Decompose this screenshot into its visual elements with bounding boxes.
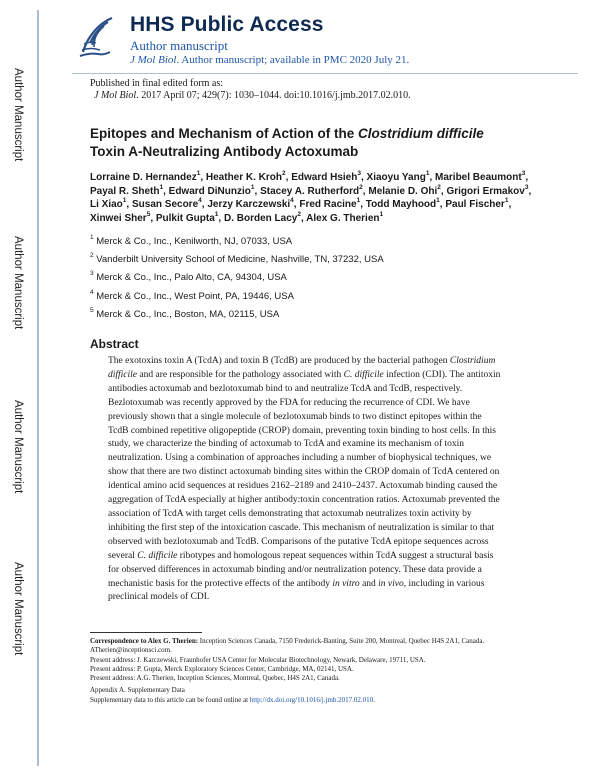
correspondence-note: Correspondence to Alex G. Therien: Inception Sciences Canada, 7150 Frederick-Banting, Suite 200, Montreal, Quebec H4S 2A1, Canada. ATherien@inceptionsci.com. [90, 637, 485, 655]
hhs-eagle-logo-icon [72, 12, 122, 62]
affiliation: $^4$ Merck & Co., Inc., West Point, PA, 19446, USA [90, 288, 294, 302]
author-name: Alex G. Therien$^1$ [306, 210, 384, 224]
affiliation: $^3$ Merck & Co., Inc., Palo Alto, CA, 94304, USA [90, 270, 287, 284]
author-name: Fred Racine$^1$ [299, 197, 361, 211]
journal-availability: J Mol Biol. Author manuscript; available in PMC 2020 July 21. [130, 54, 410, 66]
author-name: Stacey A. Rutherford$^2$ [260, 183, 363, 197]
author-name: Payal R. Sheth$^1$ [90, 183, 164, 197]
affiliation: $^5$ Merck & Co., Inc., Boston, MA, 02115, USA [90, 306, 280, 320]
hhs-public-access-title: HHS Public Access [130, 13, 324, 36]
author-name: Li Xiao$^1$ [90, 197, 127, 211]
author-name: Xiaoyu Yang$^1$ [366, 170, 430, 183]
publication-info: Published in final edited form as: J Mol Biol. 2017 April 07; 429(7): 1030–1044. doi:10.1016/j.jmb.2017.02.010. [90, 78, 411, 101]
author-name: Susan Secore$^4$ [131, 197, 202, 211]
footnotes [90, 637, 550, 705]
hhs-header [72, 10, 592, 74]
author-name: Melanie D. Ohi$^2$ [368, 183, 441, 197]
affiliation-list [90, 235, 384, 326]
author-name: Edward DiNunzio$^1$ [168, 183, 255, 197]
present-address-note: Present address: P. Gupta, Merck Exploratory Sciences Center, Cambridge, MA, 02141, USA. [90, 664, 354, 673]
abstract-heading: Abstract [90, 337, 139, 351]
author-name: Pulkit Gupta$^1$ [155, 210, 219, 224]
article-title: Epitopes and Mechanism of Action of the Clostridium difficile Toxin A-Neutralizing Antibody Actoxumab [90, 126, 484, 159]
affiliation: $^2$ Vanderbilt University School of Medicine, Nashville, TN, 37232, USA [90, 252, 384, 266]
appendix-label: Appendix A. Supplementary Data [90, 686, 185, 695]
sidebar-divider [37, 10, 39, 766]
abstract-text: The exotoxins toxin A (TcdA) and toxin B (TcdB) are produced by the bacterial pathogen Clostridium difficile and are responsible for the pathology associated with C. difficile infection (CDI). The antitoxin antibodies actoxumab and bezlotoxumab bind to and neutralize TcdA and TcdB, respectively. Bezlotoxumab was recently approved by the FDA for reducing the recurrence of CDI. We have previously shown that a single molecule of bezlotoxumab binds to two distinct epitopes within the TcdB combined repetitive oligopeptide (CROP) domain, preventing toxin binding to host cells. In this study, we characterize the binding of actoxumab to TcdA and examine its mechanism of toxin neutralization. Using a combination of approaches including a number of biophysical techniques, we show that there are two distinct actoxumab binding sites within the CROP domain of TcdA centered on identical amino acid sequences at residues 2162–2189 and 2410–2437. Actoxumab binding caused the aggregation of TcdA especially at higher antibody:toxin concentration ratios. Actoxumab prevented the association of TcdA with target cells demonstrating that actoxumab neutralizes toxin activity by inhibiting the first step of the intoxication cascade. This mechanism of neutralization is similar to that observed with bezlotoxumab and TcdB. Comparisons of the putative TcdA epitope sequences across several C. difficile ribotypes and homologous repeat sequences within TcdA suggest a structural basis for observed differences in actoxumab binding and/or neutralization potency. These data provide a mechanistic basis for the protective effects of the antibody in vitro and in vivo, including in various preclinical models of CDI. [108, 356, 501, 603]
author-name: Jerzy Karczewski$^4$ [207, 197, 294, 211]
sidebar-label: Author Manuscript [12, 236, 24, 330]
author-name: D. Borden Lacy$^2$ [223, 210, 301, 224]
affiliation: $^1$ Merck & Co., Inc., Kenilworth, NJ, 07033, USA [90, 234, 293, 247]
author-name: Edward Hsieh$^3$ [291, 170, 361, 183]
sidebar-label: Author Manuscript [12, 68, 24, 162]
author-name: Maribel Beaumont$^3$ [435, 170, 526, 183]
author-name: Todd Mayhood$^1$ [365, 197, 440, 211]
author-manuscript-subtitle: Author manuscript [130, 38, 228, 53]
author-list: Lorraine D. Hernandez$^1$, Heather K. Kroh$^2$, Edward Hsieh$^3$, Xiaoyu Yang$^1$, Maribel Beaumont$^3$, Payal R. Sheth$^1$, Edward DiNunzio$^1$, Stacey A. Rutherford$^2$, Melanie D. Ohi$^2$, Grigori Ermakov$^3$, Li Xiao$^1$, Susan Secore$^4$, Jerzy Karczewski$^4$, Fred Racine$^1$, Todd Mayhood$^1$, Paul Fischer$^1$, Xinwei Sher$^5$, Pulkit Gupta$^1$, D. Borden Lacy$^2$, Alex G. Therien$^1$ [90, 170, 532, 224]
author-name: Lorraine D. Hernandez$^1$ [90, 170, 201, 183]
author-name: Paul Fischer$^1$ [445, 197, 509, 211]
present-address-note: Present address: J. Karczewski, Fraunhofer USA Center for Molecular Biotechnology, Newark, Delaware, 19711, USA. [90, 655, 426, 664]
present-address-note: Present address: A.G. Therien, Inception Sciences, Montreal, Quebec, H4S 2A1, Canada. [90, 674, 340, 683]
author-name: Xinwei Sher$^5$ [90, 210, 151, 224]
header-divider [72, 73, 578, 74]
sidebar-label: Author Manuscript [12, 562, 24, 656]
author-name: Grigori Ermakov$^3$ [446, 183, 529, 197]
supplementary-link[interactable]: http://dx.doi.org/10.1016/j.jmb.2017.02.010 [249, 695, 374, 704]
sidebar-label: Author Manuscript [12, 400, 24, 494]
footnote-divider [90, 632, 202, 633]
author-name: Heather K. Kroh$^2$ [205, 170, 286, 183]
supplementary-note: Supplementary data to this article can be found online at http://dx.doi.org/10.1016/j.jmb.2017.02.010. [90, 695, 375, 704]
author-manuscript-sidebar [0, 0, 40, 776]
